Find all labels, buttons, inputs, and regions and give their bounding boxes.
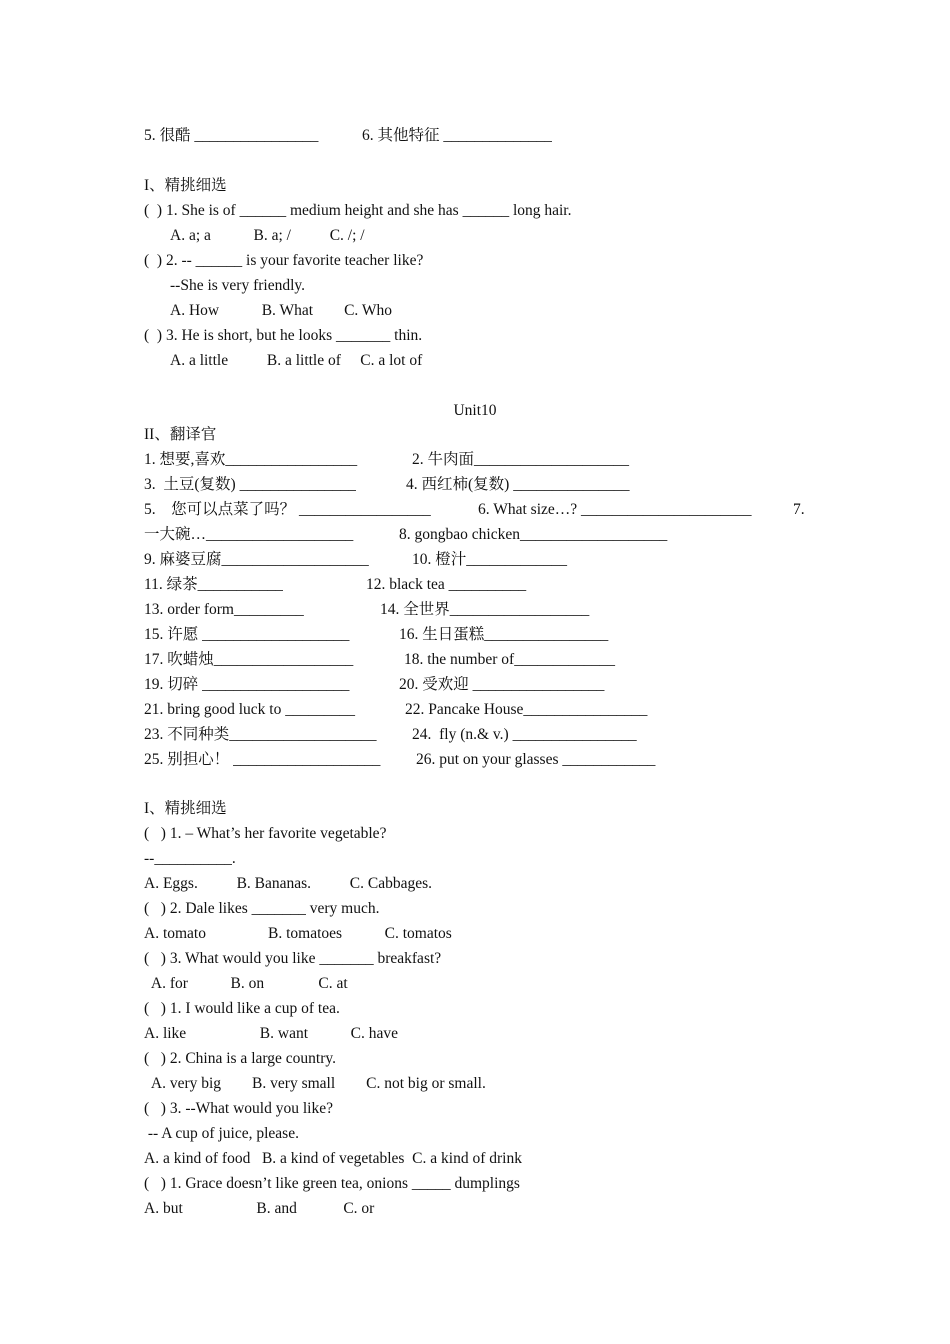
section-heading-choice: I、精挑细选 <box>144 177 227 194</box>
translate-item-13: 13. order form_________ <box>144 601 304 618</box>
question-3: ( ) 3. He is short, but he looks _______ thin. <box>144 327 423 344</box>
translate-item-18: 18. the number of_____________ <box>404 651 615 668</box>
translate-item-5: 5. 您可以点菜了吗？ _________________ <box>144 501 431 518</box>
translate-item-6: 6. What size…? ______________________ <box>478 501 752 518</box>
question-line: ( ) 1. Grace doesn’t like green tea, onions _____ dumplings <box>144 1175 520 1192</box>
translate-item-4: 4. 西红柿(复数) _______________ <box>406 476 630 493</box>
translate-item-24: 24. fly (n.& v.) ________________ <box>412 726 637 743</box>
question-line: -- A cup of juice, please. <box>144 1125 299 1142</box>
translate-item-14: 14. 全世界__________________ <box>380 601 590 618</box>
translate-item-3: 3. 土豆(复数) _______________ <box>144 476 356 493</box>
question-line: A. very big B. very small C. not big or small. <box>144 1075 486 1092</box>
question-line: --__________. <box>144 850 236 867</box>
translate-item-17: 17. 吹蜡烛__________________ <box>144 651 354 668</box>
translate-item-7: 一大碗…___________________ <box>144 526 354 543</box>
translate-item-25: 25. 别担心！ ___________________ <box>144 751 381 768</box>
question-line: A. but B. and C. or <box>144 1200 375 1217</box>
translate-item-8: 8. gongbao chicken___________________ <box>399 526 668 543</box>
translate-item-23: 23. 不同种类___________________ <box>144 726 377 743</box>
question-line: A. for B. on C. at <box>144 975 348 992</box>
question-line: A. Eggs. B. Bananas. C. Cabbages. <box>144 875 433 892</box>
translate-item-26: 26. put on your glasses ____________ <box>416 751 656 768</box>
question-line: ( ) 2. China is a large country. <box>144 1050 336 1067</box>
translate-item-10: 10. 橙汁_____________ <box>412 551 568 568</box>
question-line: A. a kind of food B. a kind of vegetables C. a kind of drink <box>144 1150 522 1167</box>
question-line: ( ) 3. What would you like _______ breakfast? <box>144 950 442 967</box>
question-2: ( ) 2. -- ______ is your favorite teacher like? <box>144 252 424 269</box>
translate-item-16: 16. 生日蛋糕________________ <box>399 626 609 643</box>
question-1-options: A. a; a B. a; / C. /; / <box>170 227 365 244</box>
fill-item-5: 5. 很酷 ________________ <box>144 127 319 144</box>
translate-item-11: 11. 绿茶___________ <box>144 576 283 593</box>
question-line: ( ) 2. Dale likes _______ very much. <box>144 900 380 917</box>
question-2-options: A. How B. What C. Who <box>170 302 393 319</box>
translate-item-21: 21. bring good luck to _________ <box>144 701 355 718</box>
translate-item-1: 1. 想要,喜欢_________________ <box>144 451 358 468</box>
translate-item-7-number: 7. <box>793 501 805 518</box>
question-2-reply: --She is very friendly. <box>170 277 306 294</box>
question-line: ( ) 1. I would like a cup of tea. <box>144 1000 340 1017</box>
translate-item-20: 20. 受欢迎 _________________ <box>399 676 605 693</box>
fill-item-6: 6. 其他特征 ______________ <box>362 127 552 144</box>
question-line: A. like B. want C. have <box>144 1025 399 1042</box>
translate-item-2: 2. 牛肉面____________________ <box>412 451 630 468</box>
translate-item-19: 19. 切碎 ___________________ <box>144 676 350 693</box>
question-3-options: A. a little B. a little of C. a lot of <box>170 352 423 369</box>
section-heading-choice-2: I、精挑细选 <box>144 800 227 817</box>
question-line: ( ) 3. --What would you like? <box>144 1100 333 1117</box>
question-line: A. tomato B. tomatoes C. tomatos <box>144 925 452 942</box>
translate-item-9: 9. 麻婆豆腐___________________ <box>144 551 369 568</box>
question-line: ( ) 1. – What’s her favorite vegetable? <box>144 825 387 842</box>
translate-item-12: 12. black tea __________ <box>366 576 527 593</box>
unit-title: Unit10 <box>453 402 497 419</box>
question-1: ( ) 1. She is of ______ medium height and she has ______ long hair. <box>144 202 572 219</box>
translate-item-15: 15. 许愿 ___________________ <box>144 626 350 643</box>
section-heading-translate: II、翻译官 <box>144 426 217 443</box>
translate-item-22: 22. Pancake House________________ <box>405 701 648 718</box>
